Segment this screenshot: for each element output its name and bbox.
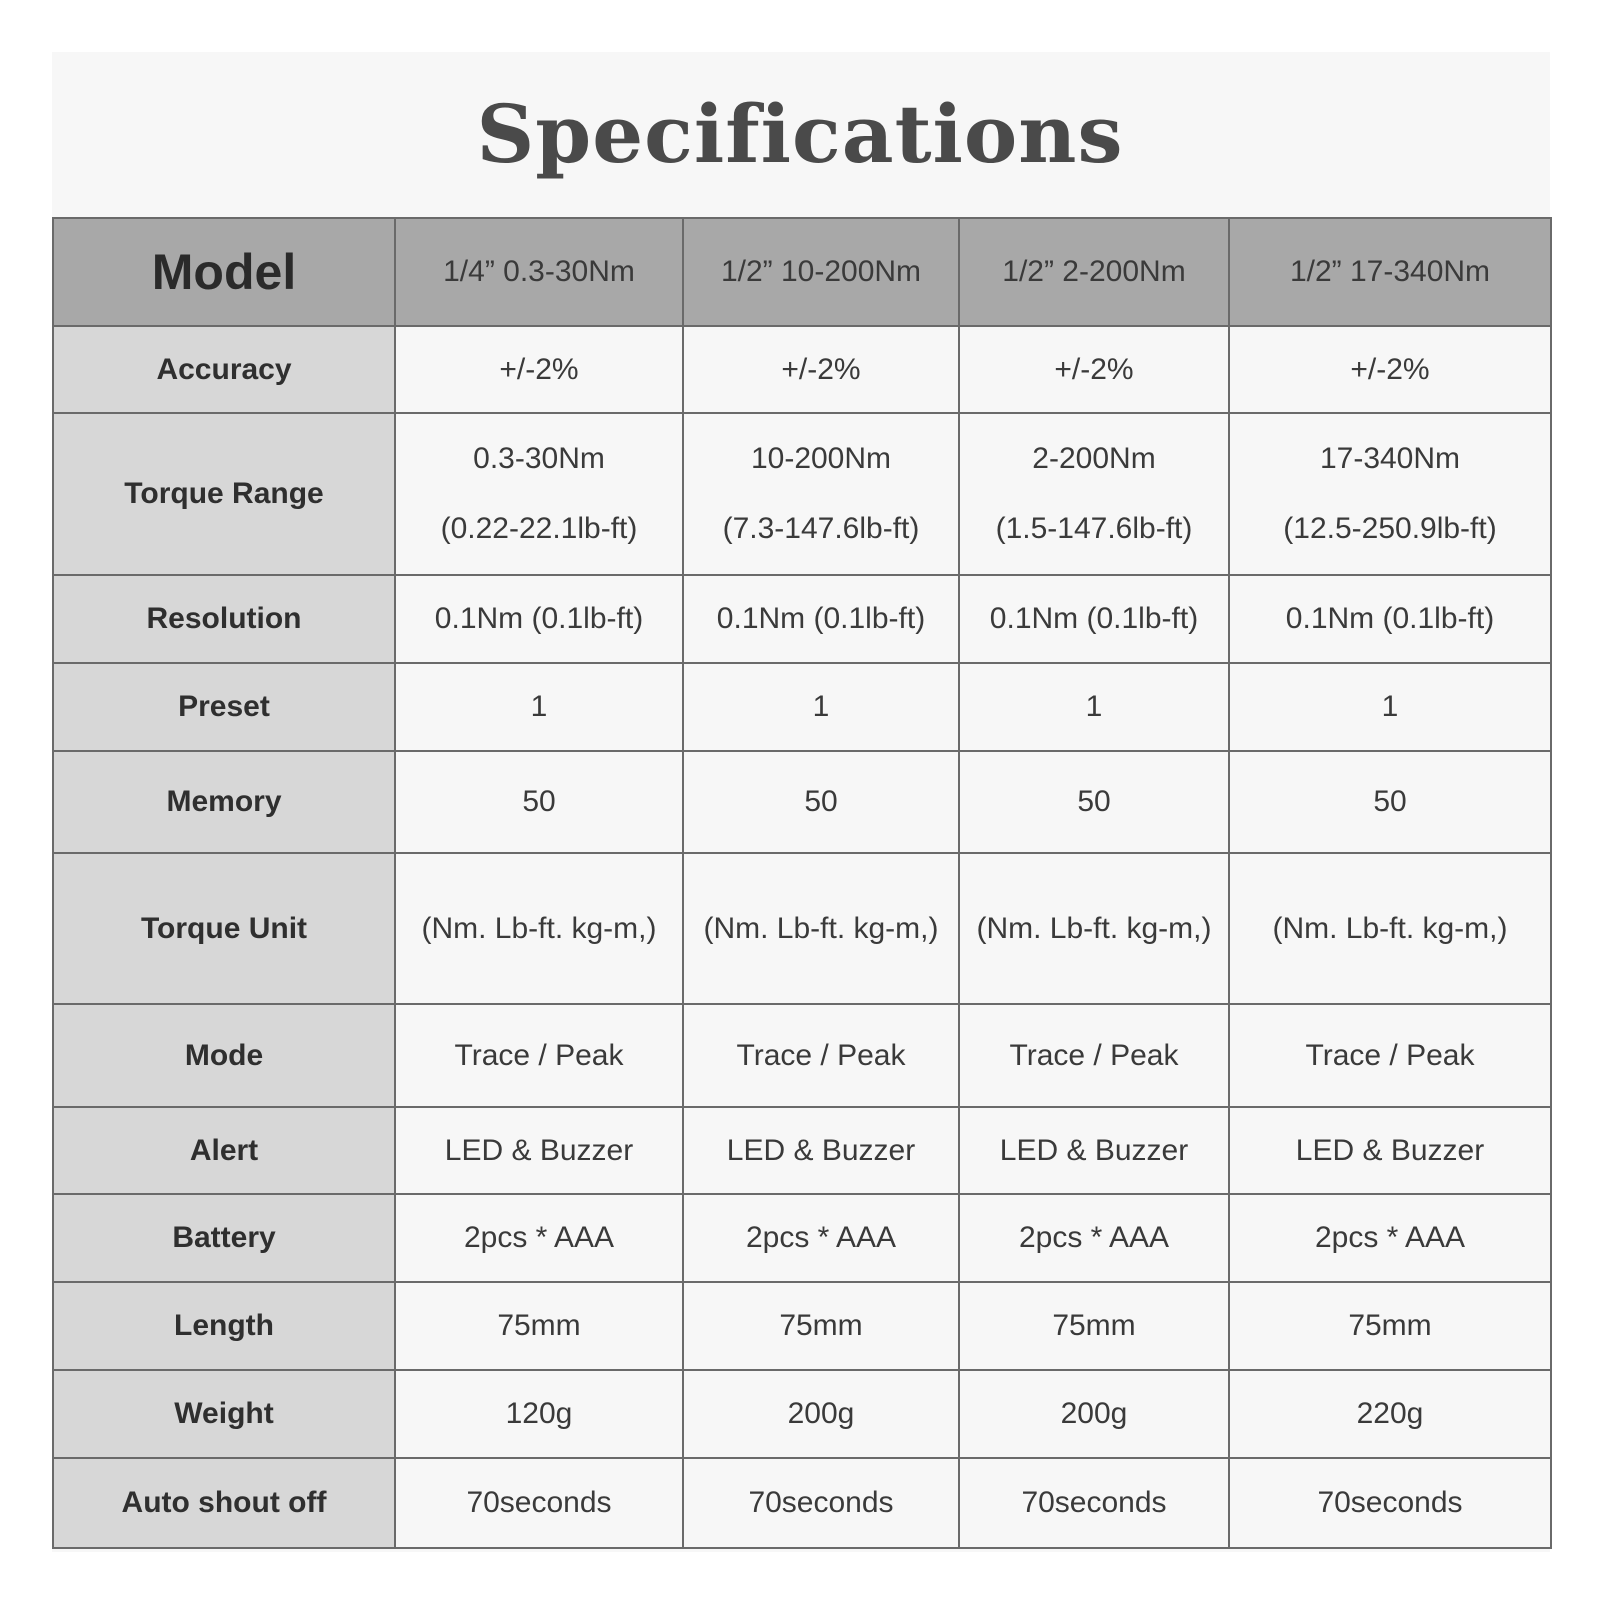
- table-cell: LED & Buzzer: [683, 1107, 959, 1194]
- table-cell: +/-2%: [1229, 326, 1551, 413]
- row-label: Length: [53, 1282, 395, 1370]
- header-model: 1/2” 17-340Nm: [1229, 218, 1551, 326]
- header-model: 1/2” 10-200Nm: [683, 218, 959, 326]
- table-row: [53, 1004, 1551, 1107]
- table-cell: +/-2%: [395, 326, 683, 413]
- table-row: [53, 575, 1551, 663]
- table-cell: (Nm. Lb-ft. kg-m,): [1229, 853, 1551, 1004]
- table-cell: (Nm. Lb-ft. kg-m,): [395, 853, 683, 1004]
- table-cell: Trace / Peak: [683, 1004, 959, 1107]
- table-cell: [1229, 413, 1551, 575]
- table-cell: 75mm: [395, 1282, 683, 1370]
- table-cell: (Nm. Lb-ft. kg-m,): [683, 853, 959, 1004]
- table-cell: 50: [959, 751, 1229, 853]
- table-cell: 2pcs * AAA: [683, 1194, 959, 1282]
- specification-table: [52, 217, 1552, 1549]
- table-cell: 1: [683, 663, 959, 751]
- table-cell: 50: [1229, 751, 1551, 853]
- table-cell: LED & Buzzer: [959, 1107, 1229, 1194]
- table-cell: 75mm: [959, 1282, 1229, 1370]
- table-cell: [959, 413, 1229, 575]
- row-label: Accuracy: [53, 326, 395, 413]
- table-cell: 200g: [959, 1370, 1229, 1458]
- row-label: Auto shout off: [53, 1458, 395, 1548]
- table-cell: 50: [395, 751, 683, 853]
- table-cell: [395, 413, 683, 575]
- row-label: Mode: [53, 1004, 395, 1107]
- row-label: Resolution: [53, 575, 395, 663]
- table-cell: 0.1Nm (0.1lb-ft): [959, 575, 1229, 663]
- table-cell: LED & Buzzer: [1229, 1107, 1551, 1194]
- row-label: Torque Unit: [53, 853, 395, 1004]
- table-cell: 70seconds: [959, 1458, 1229, 1548]
- cell-line: 2-200Nm: [1032, 442, 1156, 475]
- table-row: [53, 413, 1551, 575]
- table-row: [53, 1370, 1551, 1458]
- table-row: [53, 751, 1551, 853]
- table-cell: 1: [1229, 663, 1551, 751]
- table-cell: 0.1Nm (0.1lb-ft): [395, 575, 683, 663]
- header-label: Model: [53, 218, 395, 326]
- table-cell: +/-2%: [683, 326, 959, 413]
- cell-line: 10-200Nm: [750, 442, 892, 475]
- table-cell: Trace / Peak: [1229, 1004, 1551, 1107]
- table-cell: 0.1Nm (0.1lb-ft): [683, 575, 959, 663]
- table-cell: 75mm: [1229, 1282, 1551, 1370]
- table-header-row: [53, 218, 1551, 326]
- table-row: [53, 1458, 1551, 1548]
- header-model: 1/4” 0.3-30Nm: [395, 218, 683, 326]
- table-cell: 50: [683, 751, 959, 853]
- cell-line: 0.3-30Nm: [473, 442, 605, 475]
- table-row: [53, 1107, 1551, 1194]
- cell-line: (12.5-250.9lb-ft): [1283, 512, 1497, 545]
- cell-line: (0.22-22.1lb-ft): [440, 512, 638, 545]
- table-cell: 200g: [683, 1370, 959, 1458]
- table-cell: LED & Buzzer: [395, 1107, 683, 1194]
- table-cell: 70seconds: [395, 1458, 683, 1548]
- cell-line: 17-340Nm: [1319, 442, 1461, 475]
- table-cell: 1: [959, 663, 1229, 751]
- table-row: [53, 663, 1551, 751]
- table-cell: 0.1Nm (0.1lb-ft): [1229, 575, 1551, 663]
- table-cell: 2pcs * AAA: [395, 1194, 683, 1282]
- table-row: [53, 1282, 1551, 1370]
- row-label: Torque Range: [53, 413, 395, 575]
- table-cell: [683, 413, 959, 575]
- table-cell: Trace / Peak: [395, 1004, 683, 1107]
- table-row: [53, 853, 1551, 1004]
- row-label: Battery: [53, 1194, 395, 1282]
- table-cell: 1: [395, 663, 683, 751]
- page-title: Specifications: [476, 87, 1124, 181]
- table-cell: 70seconds: [683, 1458, 959, 1548]
- cell-line: (7.3-147.6lb-ft): [722, 512, 920, 545]
- table-cell: Trace / Peak: [959, 1004, 1229, 1107]
- table-cell: 70seconds: [1229, 1458, 1551, 1548]
- row-label: Alert: [53, 1107, 395, 1194]
- table-cell: 75mm: [683, 1282, 959, 1370]
- table-cell: +/-2%: [959, 326, 1229, 413]
- row-label: Weight: [53, 1370, 395, 1458]
- table-cell: 120g: [395, 1370, 683, 1458]
- table-cell: 220g: [1229, 1370, 1551, 1458]
- row-label: Preset: [53, 663, 395, 751]
- header-model: 1/2” 2-200Nm: [959, 218, 1229, 326]
- table-cell: (Nm. Lb-ft. kg-m,): [959, 853, 1229, 1004]
- table-row: [53, 1194, 1551, 1282]
- table-row: [53, 326, 1551, 413]
- cell-line: (1.5-147.6lb-ft): [995, 512, 1193, 545]
- table-cell: 2pcs * AAA: [959, 1194, 1229, 1282]
- row-label: Memory: [53, 751, 395, 853]
- table-cell: 2pcs * AAA: [1229, 1194, 1551, 1282]
